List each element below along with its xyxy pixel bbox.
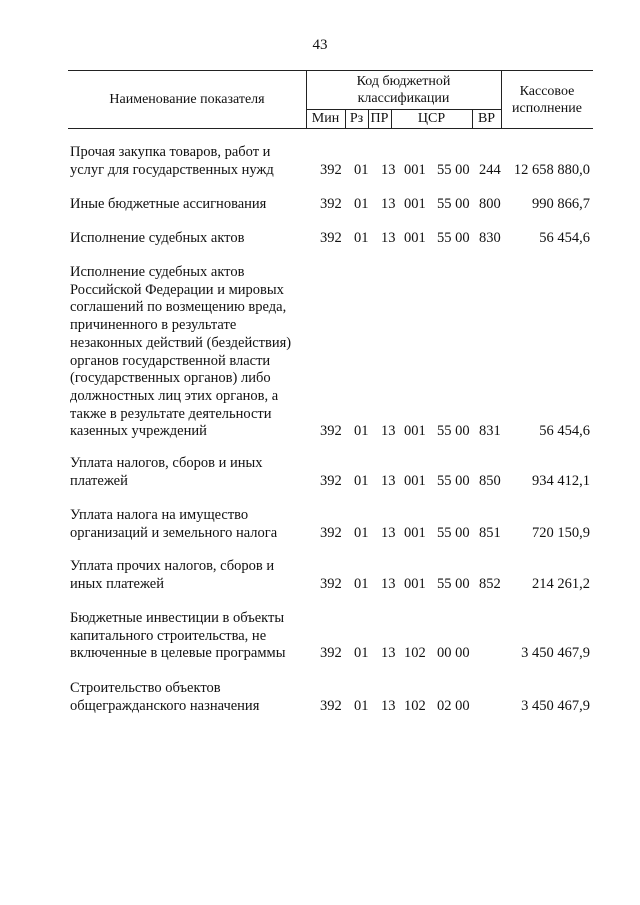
code-vr: 851 xyxy=(479,524,501,541)
code-csr-part2: 55 00 xyxy=(437,524,470,541)
row-name xyxy=(70,144,315,179)
row-name-line: Строительство объектов xyxy=(70,680,221,696)
row-name xyxy=(70,680,315,715)
code-min: 392 xyxy=(320,196,342,212)
code-min: 392 xyxy=(320,230,342,246)
row-name xyxy=(70,196,315,214)
header-min: Мин xyxy=(311,111,340,126)
code-min: 392 xyxy=(320,161,342,178)
code-csr-part1: 001 xyxy=(404,230,426,246)
code-csr-part1: 001 xyxy=(404,161,426,178)
row-name-line: Российской Федерации и мировых xyxy=(70,281,284,298)
code-csr-part2: 00 00 xyxy=(437,645,470,662)
code-min: 392 xyxy=(320,575,342,592)
code-pr: 13 xyxy=(381,230,396,246)
cash-execution-amount: 990 866,7 xyxy=(532,196,590,212)
row-name-line: капитального строительства, не xyxy=(70,627,267,644)
code-pr: 13 xyxy=(381,472,396,489)
header-code-group-line2: классификации xyxy=(357,91,450,106)
cash-execution-amount: 56 454,6 xyxy=(539,230,590,246)
page-number: 43 xyxy=(312,37,328,53)
code-rz: 01 xyxy=(354,196,369,212)
code-csr-part1: 102 xyxy=(404,697,426,714)
row-name-line: иных платежей xyxy=(70,575,164,592)
row-name-line: органов государственной власти xyxy=(70,352,271,369)
code-csr-part2: 55 00 xyxy=(437,575,470,592)
row-name xyxy=(70,230,315,248)
row-name-line: Уплата налогов, сборов и иных xyxy=(70,455,263,471)
code-rz: 01 xyxy=(354,230,369,246)
code-csr-part1: 001 xyxy=(404,472,426,489)
cash-execution-amount: 3 450 467,9 xyxy=(521,645,590,662)
row-name-line: соглашений по возмещению вреда, xyxy=(70,299,287,316)
header-vr: ВР xyxy=(477,111,496,126)
cash-execution-amount: 56 454,6 xyxy=(539,423,590,440)
row-name-line: Иные бюджетные ассигнования xyxy=(70,196,267,212)
row-name-line: Прочая закупка товаров, работ и xyxy=(70,144,271,160)
row-name-line: организаций и земельного налога xyxy=(70,524,278,541)
header-sum-line1: Кассовое xyxy=(519,84,575,99)
code-rz: 01 xyxy=(354,161,369,178)
table-header xyxy=(68,70,593,130)
header-code-group-line1: Код бюджетной xyxy=(356,74,451,89)
header-name-column: Наименование показателя xyxy=(109,92,265,107)
row-name-line: причиненного в результате xyxy=(70,317,237,334)
code-csr-part1: 001 xyxy=(404,524,426,541)
code-rz: 01 xyxy=(354,472,369,489)
code-csr-part2: 55 00 xyxy=(437,472,470,489)
code-pr: 13 xyxy=(381,524,396,541)
row-name-line: должностных лиц этих органов, а xyxy=(70,387,279,404)
code-rz: 01 xyxy=(354,697,369,714)
row-name xyxy=(70,264,315,441)
code-vr: 244 xyxy=(479,161,501,178)
code-csr-part1: 001 xyxy=(404,423,426,440)
row-name-line: Исполнение судебных актов xyxy=(70,264,245,280)
row-name-line: Уплата налога на имущество xyxy=(70,507,249,523)
code-rz: 01 xyxy=(354,524,369,541)
row-name-line: (государственных органов) либо xyxy=(70,370,271,387)
row-name-line: Бюджетные инвестиции в объекты xyxy=(70,610,285,626)
code-csr-part2: 55 00 xyxy=(437,161,470,178)
code-csr-part1: 001 xyxy=(404,575,426,592)
code-pr: 13 xyxy=(381,575,396,592)
row-name-line: платежей xyxy=(70,472,128,489)
code-vr: 831 xyxy=(479,423,501,440)
code-csr-part1: 102 xyxy=(404,645,426,662)
row-name xyxy=(70,507,315,542)
code-rz: 01 xyxy=(354,645,369,662)
header-pr: ПР xyxy=(370,111,389,126)
row-name xyxy=(70,558,315,593)
code-min: 392 xyxy=(320,524,342,541)
header-top-border xyxy=(68,70,593,71)
code-csr-part2: 55 00 xyxy=(437,423,470,440)
row-name xyxy=(70,610,315,663)
row-name-line: включенные в целевые программы xyxy=(70,645,286,662)
header-rz: Рз xyxy=(349,111,364,126)
code-pr: 13 xyxy=(381,645,396,662)
code-csr-part2: 55 00 xyxy=(437,230,470,246)
code-min: 392 xyxy=(320,423,342,440)
code-min: 392 xyxy=(320,472,342,489)
code-pr: 13 xyxy=(381,697,396,714)
code-vr: 800 xyxy=(479,196,501,212)
code-min: 392 xyxy=(320,697,342,714)
row-name xyxy=(70,455,315,490)
code-csr-part2: 55 00 xyxy=(437,196,470,212)
code-rz: 01 xyxy=(354,423,369,440)
header-csr: ЦСР xyxy=(417,111,446,126)
row-name-line: общегражданского назначения xyxy=(70,697,260,714)
code-vr: 850 xyxy=(479,472,501,489)
code-csr-part1: 001 xyxy=(404,196,426,212)
cash-execution-amount: 214 261,2 xyxy=(532,575,590,592)
code-min: 392 xyxy=(320,645,342,662)
row-name-line: казенных учреждений xyxy=(70,423,207,440)
code-pr: 13 xyxy=(381,196,396,212)
cash-execution-amount: 934 412,1 xyxy=(532,472,590,489)
row-name-line: Уплата прочих налогов, сборов и xyxy=(70,558,275,574)
code-csr-part2: 02 00 xyxy=(437,697,470,714)
cash-execution-amount: 720 150,9 xyxy=(532,524,590,541)
cash-execution-amount: 3 450 467,9 xyxy=(521,697,590,714)
code-rz: 01 xyxy=(354,575,369,592)
row-name-line: услуг для государственных нужд xyxy=(70,161,274,178)
code-pr: 13 xyxy=(381,423,396,440)
code-vr: 830 xyxy=(479,230,501,246)
code-pr: 13 xyxy=(381,161,396,178)
row-name-line: незаконных действий (бездействия) xyxy=(70,334,292,351)
header-bottom-border xyxy=(68,128,593,129)
header-sum-line2: исполнение xyxy=(512,101,582,116)
cash-execution-amount: 12 658 880,0 xyxy=(513,161,590,178)
row-name-line: также в результате деятельности xyxy=(70,405,272,422)
row-name-line: Исполнение судебных актов xyxy=(70,230,245,246)
code-vr: 852 xyxy=(479,575,501,592)
